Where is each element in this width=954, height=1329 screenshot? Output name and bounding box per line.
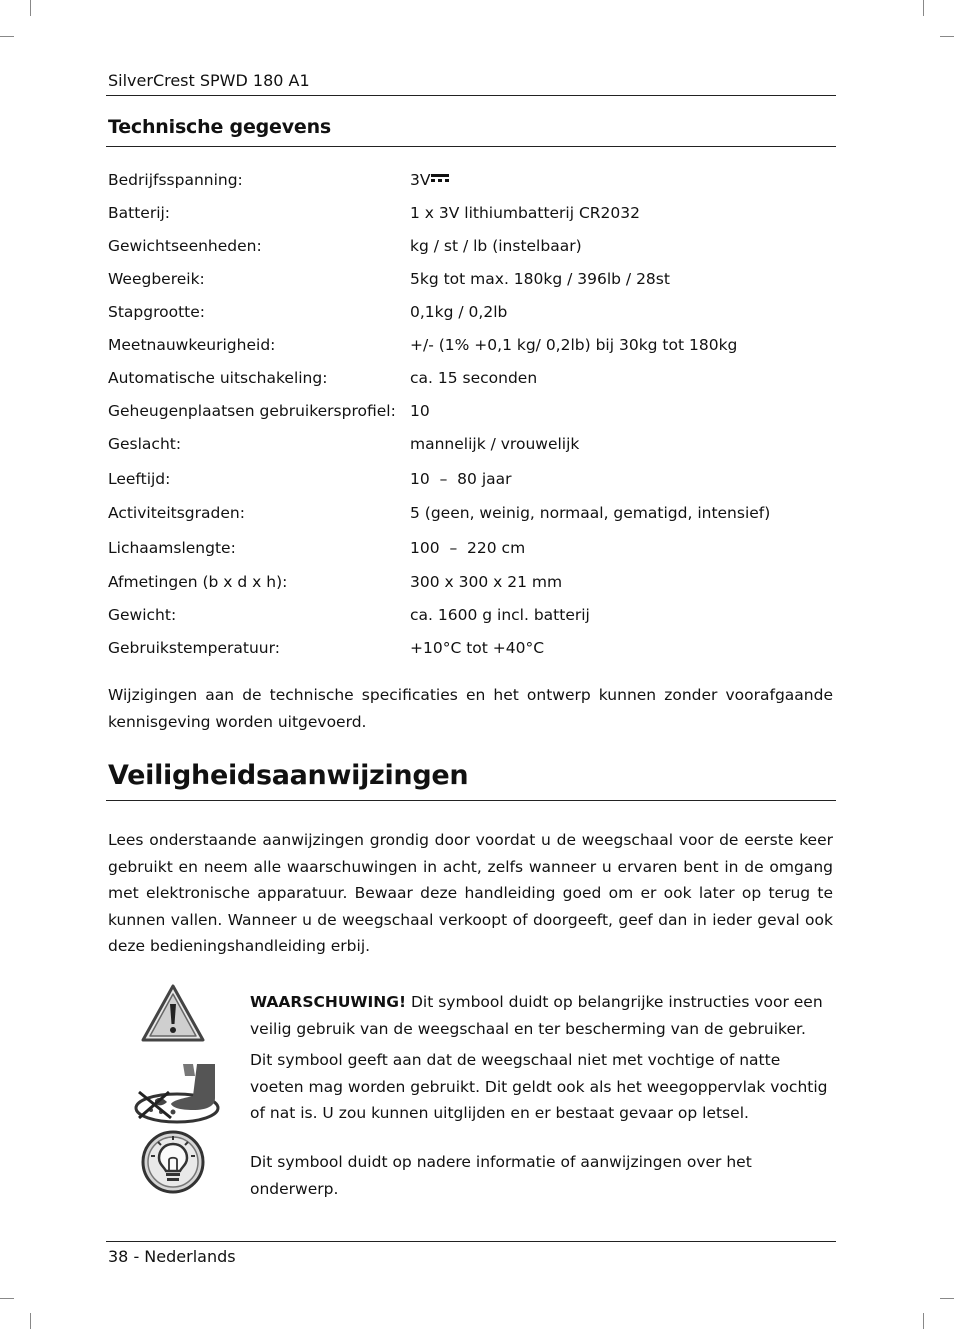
crop-mark (923, 0, 924, 16)
section-rule (106, 146, 836, 147)
crop-mark (0, 36, 14, 37)
spec-label: Batterij: (108, 204, 171, 222)
spec-value: 5kg tot max. 180kg / 396lb / 28st (410, 270, 670, 288)
spec-value: kg / st / lb (instelbaar) (410, 237, 582, 255)
warning-note (250, 989, 830, 1042)
spec-value-text: 3V (410, 171, 431, 189)
spec-value: 300 x 300 x 21 mm (410, 573, 563, 591)
spec-label: Geheugenplaatsen gebruikersprofiel: (108, 402, 396, 420)
header-rule (106, 95, 836, 96)
spec-label: Afmetingen (b x d x h): (108, 573, 288, 591)
spec-row (108, 333, 838, 357)
spec-row (108, 168, 838, 192)
spec-label: Weegbereik: (108, 270, 205, 288)
spec-row (108, 366, 838, 390)
spec-label: Gewichtseenheden: (108, 237, 262, 255)
spec-label: Automatische uitschakeling: (108, 369, 328, 387)
specs-note: Wijzigingen aan de technische specificaties en het ontwerp kunnen zonder voorafgaande kennisgeving worden uitgevoerd. (108, 686, 833, 731)
spec-row (108, 501, 838, 525)
info-note: Dit symbool duidt op nadere informatie of aanwijzingen over het onderwerp. (250, 1153, 752, 1198)
warning-text: Dit symbool duidt op belangrijke instructies voor een veilig gebruik van de weegschaal en ter bescherming van de gebruiker. (250, 993, 823, 1038)
warning-triangle-icon (141, 984, 205, 1042)
footer-rule (106, 1241, 836, 1242)
spec-row (108, 300, 838, 324)
crop-mark (0, 1298, 14, 1299)
spec-row (108, 536, 838, 560)
spec-row (108, 234, 838, 258)
direct-current-icon (431, 173, 449, 183)
warning-label: WAARSCHUWING! (250, 993, 407, 1011)
spec-label: Meetnauwkeurigheid: (108, 336, 276, 354)
spec-label: Bedrijfsspanning: (108, 171, 243, 189)
spec-row (108, 201, 838, 225)
spec-value: 0,1kg / 0,2lb (410, 303, 508, 321)
spec-value: mannelijk / vrouwelijk (410, 435, 580, 453)
spec-row (108, 267, 838, 291)
spec-label: Activiteitsgraden: (108, 504, 245, 522)
crop-mark (923, 1313, 924, 1329)
crop-mark (940, 1298, 954, 1299)
crop-mark (30, 1313, 31, 1329)
spec-label: Lichaamslengte: (108, 539, 236, 557)
spec-value: ca. 1600 g incl. batterij (410, 606, 590, 624)
spec-label: Gebruikstemperatuur: (108, 639, 280, 657)
spec-row (108, 570, 838, 594)
spec-row (108, 399, 838, 423)
spec-value: +10°C tot +40°C (410, 639, 545, 657)
spec-label: Leeftijd: (108, 470, 171, 488)
page-header: SilverCrest SPWD 180 A1 (108, 71, 310, 90)
spec-value: 10 (410, 402, 430, 420)
crop-mark (30, 0, 31, 16)
spec-label: Gewicht: (108, 606, 177, 624)
section-title-specs: Technische gegevens (108, 116, 332, 138)
spec-value: +/- (1% +0,1 kg/ 0,2lb) bij 30kg tot 180kg (410, 336, 738, 354)
page-footer: 38 - Nederlands (108, 1247, 236, 1266)
spec-value (410, 168, 449, 192)
spec-row (108, 603, 838, 627)
spec-value: 1 x 3V lithiumbatterij CR2032 (410, 204, 641, 222)
spec-value: 100 – 220 cm (410, 539, 526, 557)
section-rule (106, 800, 836, 801)
spec-value: 10 – 80 jaar (410, 470, 512, 488)
spec-value: 5 (geen, weinig, normaal, gematigd, intensief) (410, 504, 771, 522)
spec-value: ca. 15 seconden (410, 369, 538, 387)
safety-intro: Lees onderstaande aanwijzingen grondig door voordat u de weegschaal voor de eerste keer gebruikt en neem alle waarschuwingen in acht, zelfs wanneer u ervaren bent in de omgang met elektronische apparatuur. Bewaar deze handleiding goed om er ook later op terug te kunnen vallen. Wanneer u de weegschaal verkoopt of doorgeeft, geef dan in ieder geval ook deze bedieningshandleiding erbij. (108, 831, 833, 955)
lightbulb-icon (140, 1130, 206, 1194)
spec-label: Stapgrootte: (108, 303, 206, 321)
spec-row (108, 636, 838, 660)
wet-feet-note: Dit symbool geeft aan dat de weegschaal niet met vochtige of natte voeten mag worden gebruikt. Dit geldt ook als het weegoppervlak vochtig of nat is. U zou kunnen uitglijden en er bestaat gevaar op letsel. (250, 1051, 828, 1122)
spec-row (108, 432, 838, 456)
spec-label: Geslacht: (108, 435, 182, 453)
spec-row (108, 467, 838, 491)
no-wet-feet-icon (133, 1062, 221, 1126)
crop-mark (940, 36, 954, 37)
section-title-safety: Veiligheidsaanwijzingen (108, 760, 469, 791)
